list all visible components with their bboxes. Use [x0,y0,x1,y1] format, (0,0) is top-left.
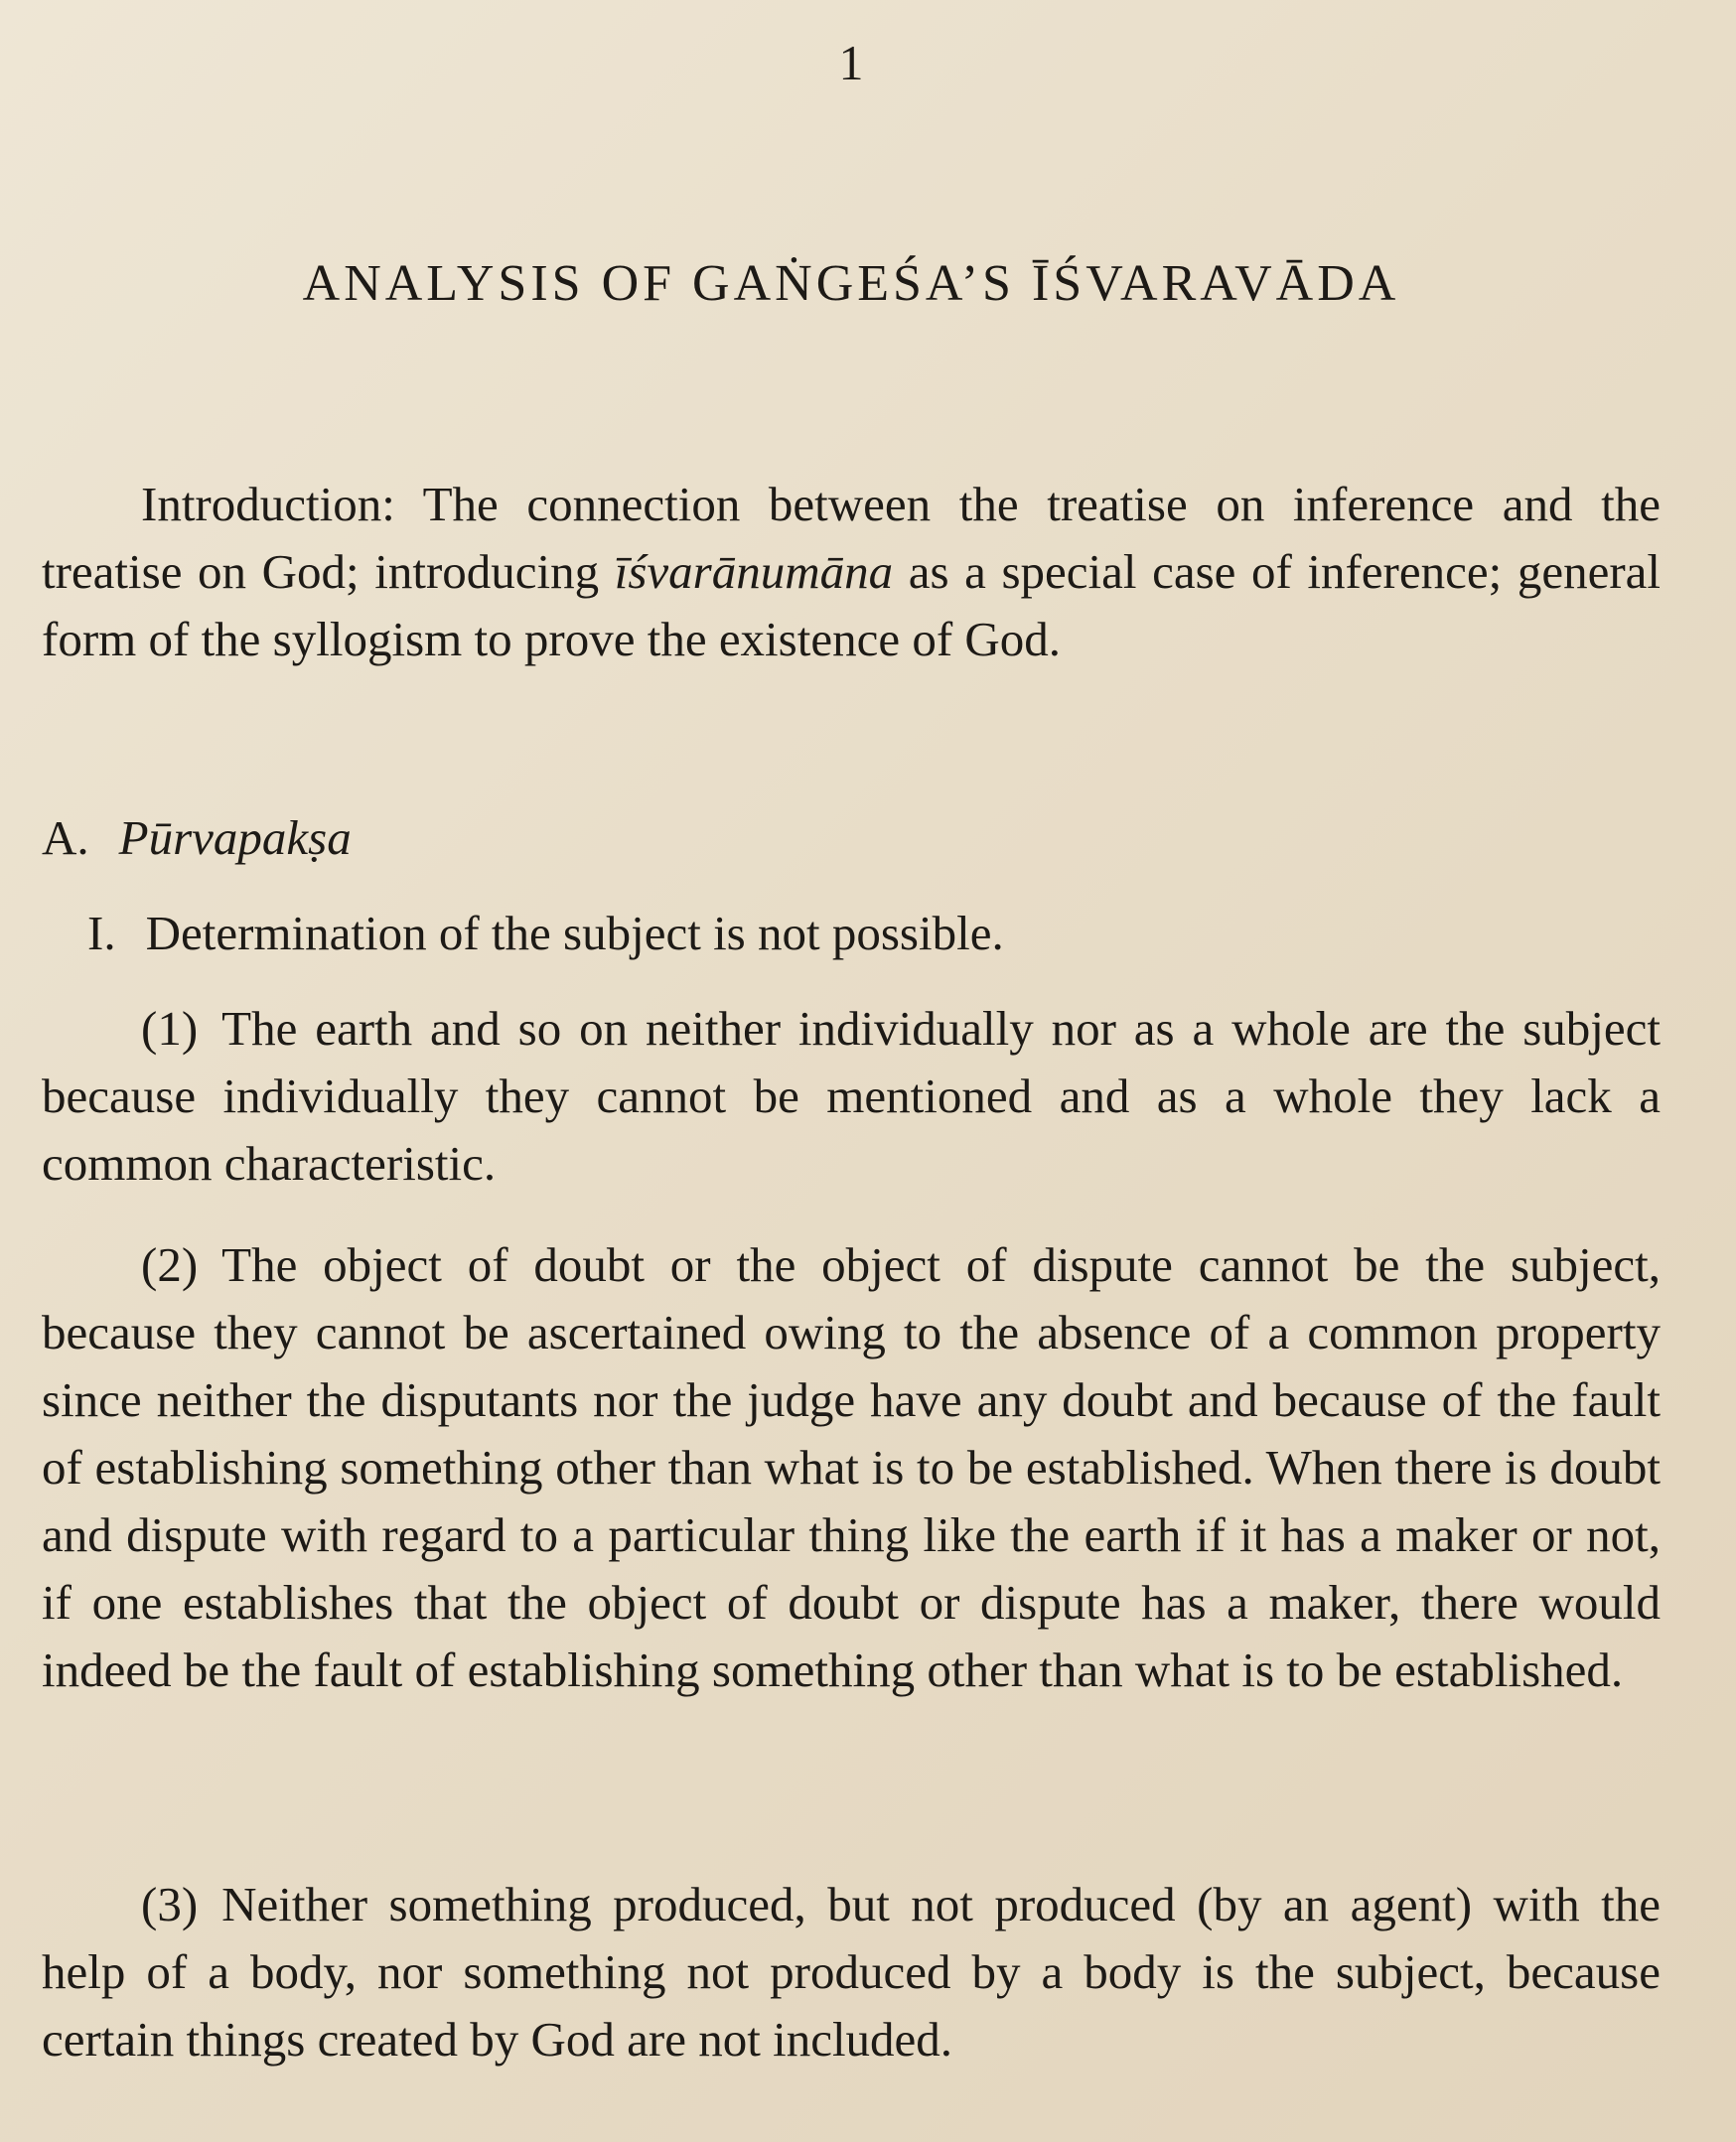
point-2-number: (2) [141,1237,199,1292]
chapter-title: ANALYSIS OF GAṄGEŚA’S ĪŚVARAVĀDA [302,255,1400,312]
introduction-term: īśvarānumāna [614,544,894,599]
section-title: Pūrvapakṣa [118,810,352,865]
point-3-paragraph [42,1871,1661,2073]
introduction-paragraph [42,471,1661,673]
subsection-numeral: I. [87,906,116,960]
page-number: 1 [838,35,864,90]
introduction-text-before: : The connection between the treatise on inference and the treatise on God; introducing [42,477,1661,599]
point-1-paragraph [42,995,1661,1198]
subsection-title: Determination of the subject is not possible. [145,906,1004,960]
point-2-paragraph [42,1231,1661,1704]
point-1-number: (1) [141,1001,199,1056]
introduction-label: Introduction [141,477,382,531]
point-3-text: Neither something produced, but not produced (by an agent) with the help of a body, nor something not produced by a body is the subject, because certain things created by God are not included. [42,1877,1661,2067]
subsection-heading-i [87,900,1004,967]
introduction-text-after: as a special case of inference; general form of the syllogism to prove the existence of God. [42,544,1661,666]
section-heading-a [42,804,352,872]
section-letter: A. [42,810,89,865]
book-page [42,0,1661,2142]
point-2-text: The object of doubt or the object of dispute cannot be the subject, because they cannot be ascertained owing to the absence of a common property since neither the disputants nor the judge have any doubt and because of the fault of establishing something other than what is to be established. When there is doubt and dispute with regard to a particular thing like the earth if it has a maker or not, if one establishes that the object of doubt or dispute has a maker, there would indeed be the fault of establishing something other than what is to be established. [42,1237,1661,1697]
point-3-number: (3) [141,1877,199,1931]
point-1-text: The earth and so on neither individually nor as a whole are the subject because individually they cannot be mentioned and as a whole they lack a common characteristic. [42,1001,1661,1191]
